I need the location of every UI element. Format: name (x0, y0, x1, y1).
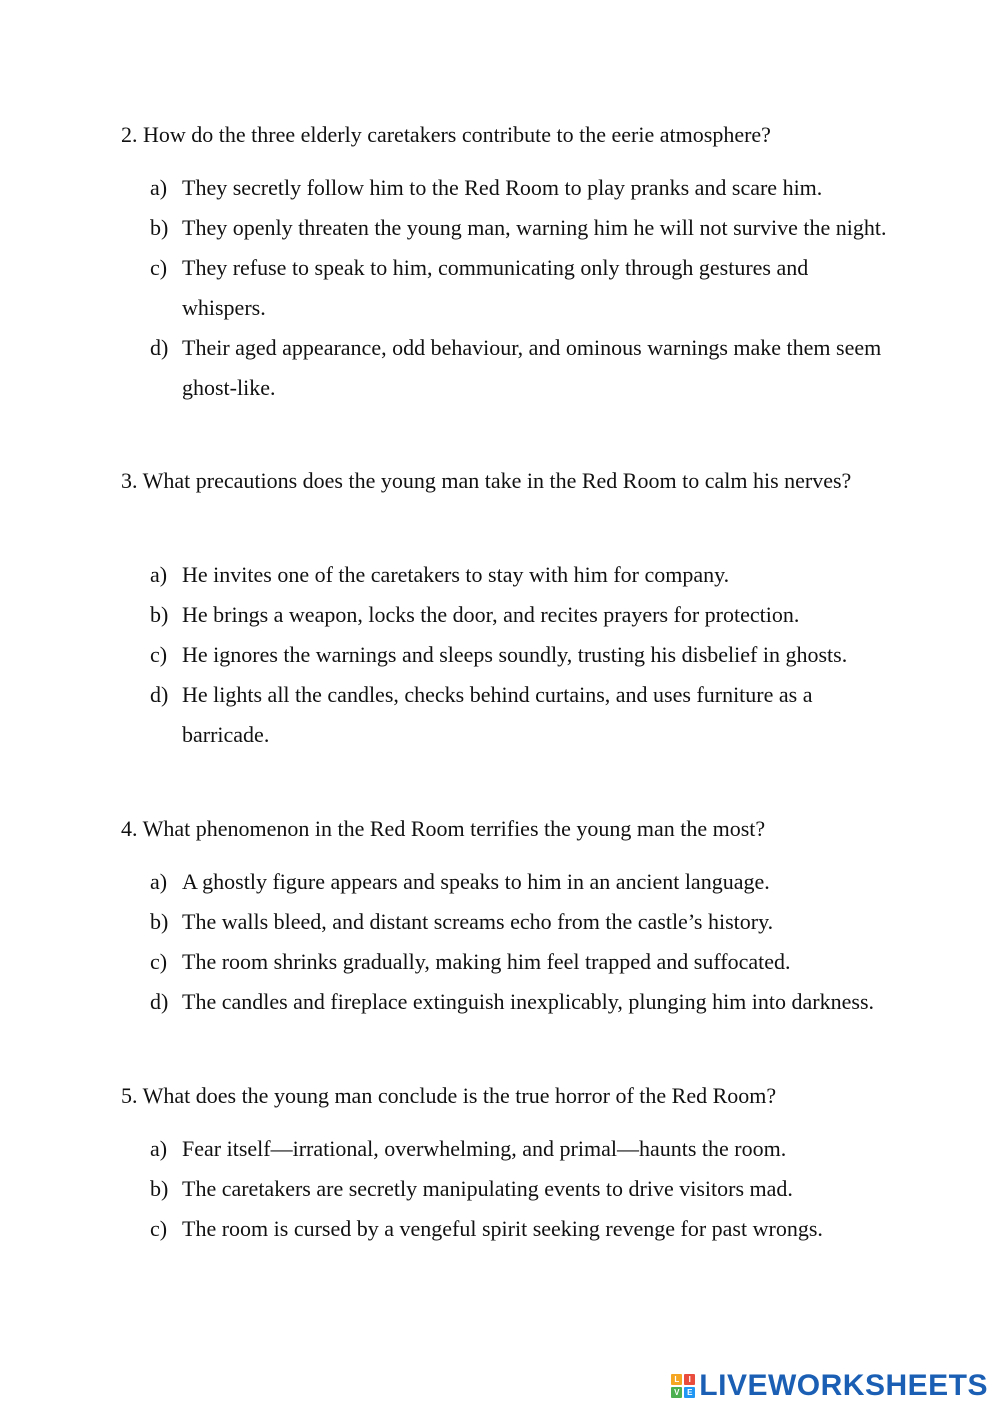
option-2a (150, 168, 890, 208)
option-text: The room is cursed by a vengeful spirit seeking revenge for past wrongs. (182, 1216, 823, 1241)
option-4a (150, 862, 890, 902)
option-text: The caretakers are secretly manipulating events to drive visitors mad. (182, 1176, 793, 1201)
option-text: He ignores the warnings and sleeps soundly, trusting his disbelief in ghosts. (182, 642, 848, 667)
option-text: They secretly follow him to the Red Room to play pranks and scare him. (182, 175, 823, 200)
option-text: The room shrinks gradually, making him feel trapped and suffocated. (182, 949, 791, 974)
option-2c (150, 248, 890, 328)
question-5-options (150, 1129, 890, 1249)
option-letter: b) (150, 215, 169, 240)
option-text: He brings a weapon, locks the door, and recites prayers for protection. (182, 602, 800, 627)
option-letter: b) (150, 909, 169, 934)
option-text: He lights all the candles, checks behind curtains, and uses furniture as a barricade. (182, 682, 813, 747)
option-letter: a) (150, 175, 168, 200)
option-text: The walls bleed, and distant screams echo from the castle’s history. (182, 909, 774, 934)
question-4-options (150, 862, 890, 1022)
option-text: They refuse to speak to him, communicating only through gestures and whispers. (182, 255, 809, 320)
option-letter: d) (150, 335, 169, 360)
option-3a (150, 555, 890, 595)
liveworksheets-logo (671, 1366, 988, 1406)
question-2-options (150, 168, 890, 408)
option-5c (150, 1209, 890, 1249)
option-4b (150, 902, 890, 942)
liveworksheets-wordmark: LIVEWORKSHEETS (699, 1369, 988, 1402)
option-5a (150, 1129, 890, 1169)
question-3: 3. What precautions does the young man take in the Red Room to calm his nerves? (121, 468, 852, 493)
option-text: A ghostly figure appears and speaks to him in an ancient language. (182, 869, 770, 894)
option-3d (150, 675, 890, 755)
option-text: The candles and fireplace extinguish inexplicably, plunging him into darkness. (182, 989, 875, 1014)
logo-tile: E (684, 1387, 695, 1398)
option-letter: a) (150, 562, 168, 587)
option-letter: b) (150, 602, 169, 627)
option-letter: d) (150, 989, 169, 1014)
option-text: They openly threaten the young man, warning him he will not survive the night. (182, 215, 887, 240)
question-5: 5. What does the young man conclude is the true horror of the Red Room? (121, 1083, 777, 1108)
liveworksheets-icon (671, 1374, 695, 1398)
question-3-options (150, 555, 890, 755)
option-text: Fear itself—irrational, overwhelming, and primal—haunts the room. (182, 1136, 787, 1161)
option-4c (150, 942, 890, 982)
question-4: 4. What phenomenon in the Red Room terrifies the young man the most? (121, 816, 766, 841)
option-letter: b) (150, 1176, 169, 1201)
option-letter: c) (150, 949, 168, 974)
option-letter: d) (150, 682, 169, 707)
option-letter: c) (150, 1216, 168, 1241)
option-3b (150, 595, 890, 635)
option-letter: c) (150, 255, 168, 280)
option-letter: c) (150, 642, 168, 667)
logo-tile: I (684, 1374, 695, 1385)
option-3c (150, 635, 890, 675)
logo-tile: L (671, 1374, 682, 1385)
option-4d (150, 982, 890, 1022)
option-text: Their aged appearance, odd behaviour, and ominous warnings make them seem ghost-like. (182, 335, 882, 400)
option-letter: a) (150, 1136, 168, 1161)
option-2d (150, 328, 890, 408)
option-text: He invites one of the caretakers to stay with him for company. (182, 562, 730, 587)
logo-tile: V (671, 1387, 682, 1398)
option-5b (150, 1169, 890, 1209)
question-2: 2. How do the three elderly caretakers contribute to the eerie atmosphere? (121, 122, 771, 147)
option-letter: a) (150, 869, 168, 894)
option-2b (150, 208, 890, 248)
